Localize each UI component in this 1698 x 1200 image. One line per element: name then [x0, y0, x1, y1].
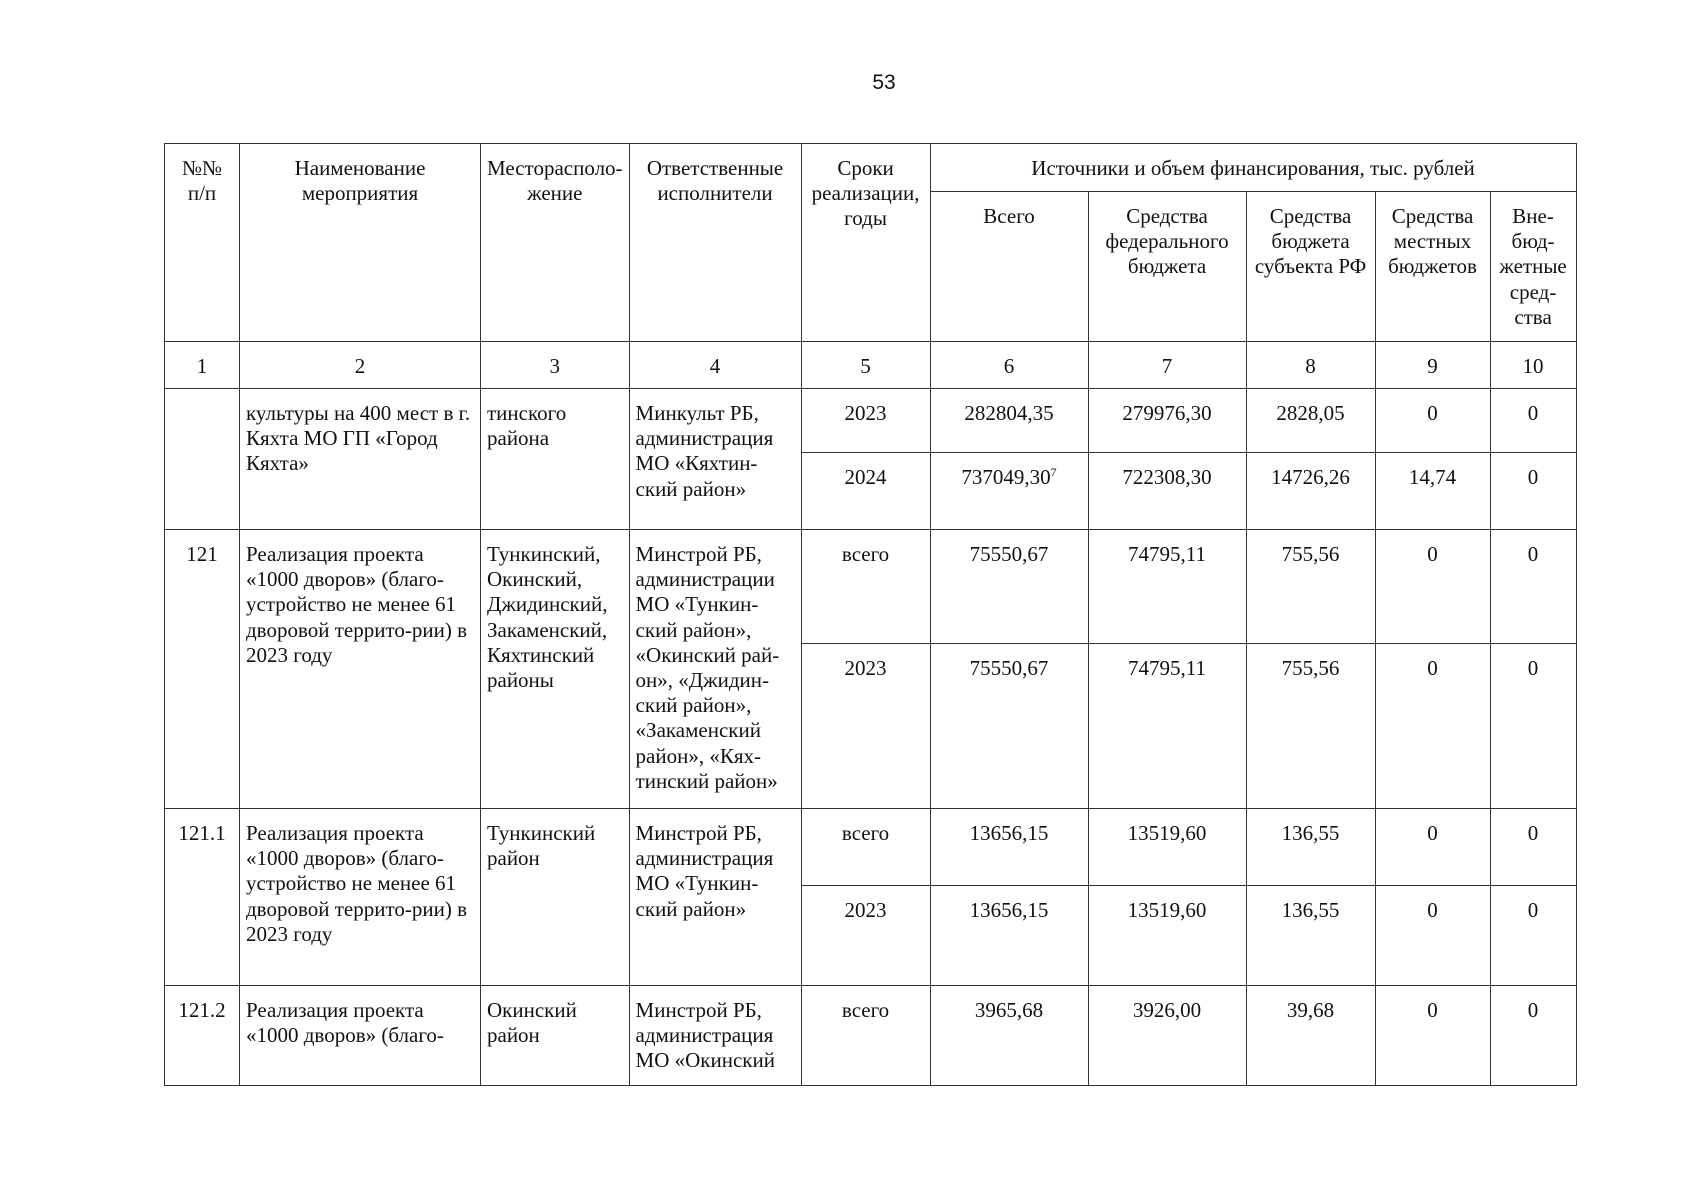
entry-total: 13656,15	[930, 886, 1088, 986]
entry-extra: 0	[1490, 886, 1576, 986]
entry-regional: 136,55	[1246, 886, 1375, 986]
column-number: 6	[930, 342, 1088, 389]
entry-federal: 3926,00	[1088, 986, 1246, 1086]
entry-location: Тункинский, Окинский, Джидинский, Закаменский, Кяхтинский районы	[481, 530, 630, 809]
table-row	[165, 809, 1577, 886]
entry-number: 121	[165, 530, 240, 809]
entry-local: 0	[1375, 986, 1490, 1086]
column-number: 3	[481, 342, 630, 389]
table-row	[165, 530, 1577, 644]
entry-name: Реализация проекта «1000 дворов» (благо-устройство не менее 61 дворовой террито-рии) в 2023 году	[240, 809, 481, 986]
value-text: 282804,35	[964, 401, 1054, 425]
header-period: Сроки реализации, годы	[801, 144, 930, 342]
column-number: 7	[1088, 342, 1246, 389]
entry-responsible: Минкульт РБ, администрация МО «Кяхтин-ский район»	[629, 389, 801, 530]
entry-location: тинского района	[481, 389, 630, 530]
entry-responsible: Минстрой РБ, администрация МО «Тункин-ский район»	[629, 809, 801, 986]
header-extra-budgetary: Вне-бюд-жетные сред-ства	[1490, 192, 1576, 342]
financing-table	[164, 143, 1577, 1086]
entry-number: 121.1	[165, 809, 240, 986]
entry-federal: 74795,11	[1088, 530, 1246, 644]
entry-period: всего	[801, 809, 930, 886]
entry-regional: 755,56	[1246, 530, 1375, 644]
value-text: 737049,30	[961, 465, 1051, 489]
table-row	[165, 389, 1577, 453]
entry-total	[930, 453, 1088, 530]
header-location: Месторасполо-жение	[481, 144, 630, 342]
column-number: 10	[1490, 342, 1576, 389]
entry-local: 0	[1375, 644, 1490, 809]
entry-period: 2023	[801, 644, 930, 809]
entry-extra: 0	[1490, 809, 1576, 886]
entry-regional: 39,68	[1246, 986, 1375, 1086]
entry-name: Реализация проекта «1000 дворов» (благо-	[240, 986, 481, 1086]
entry-location: Окинский район	[481, 986, 630, 1086]
entry-federal: 13519,60	[1088, 886, 1246, 986]
header-financing-group: Источники и объем финансирования, тыс. рублей	[930, 144, 1576, 192]
entry-extra: 0	[1490, 453, 1576, 530]
entry-name: культуры на 400 мест в г. Кяхта МО ГП «Город Кяхта»	[240, 389, 481, 530]
entry-local: 0	[1375, 530, 1490, 644]
entry-federal: 279976,30	[1088, 389, 1246, 453]
column-number: 8	[1246, 342, 1375, 389]
entry-total: 13656,15	[930, 809, 1088, 886]
entry-location: Тункинский район	[481, 809, 630, 986]
column-number: 9	[1375, 342, 1490, 389]
header-name: Наименование мероприятия	[240, 144, 481, 342]
footnote-mark: 7	[1050, 465, 1057, 479]
entry-local: 0	[1375, 886, 1490, 986]
header-local: Средства местных бюджетов	[1375, 192, 1490, 342]
entry-extra: 0	[1490, 986, 1576, 1086]
entry-local: 14,74	[1375, 453, 1490, 530]
entry-period: 2023	[801, 389, 930, 453]
header-regional: Средства бюджета субъекта РФ	[1246, 192, 1375, 342]
entry-federal: 13519,60	[1088, 809, 1246, 886]
header-total: Всего	[930, 192, 1088, 342]
entry-period: 2023	[801, 886, 930, 986]
entry-total: 75550,67	[930, 644, 1088, 809]
entry-local: 0	[1375, 389, 1490, 453]
entry-number: 121.2	[165, 986, 240, 1086]
entry-regional: 2828,05	[1246, 389, 1375, 453]
entry-extra: 0	[1490, 389, 1576, 453]
entry-total: 75550,67	[930, 530, 1088, 644]
entry-local: 0	[1375, 809, 1490, 886]
page-number: 53	[872, 71, 896, 94]
entry-number	[165, 389, 240, 530]
table-row	[165, 986, 1577, 1086]
entry-regional: 136,55	[1246, 809, 1375, 886]
column-number: 5	[801, 342, 930, 389]
entry-period: всего	[801, 986, 930, 1086]
entry-federal: 74795,11	[1088, 644, 1246, 809]
entry-responsible: Минстрой РБ, администрации МО «Тункин-ский район», «Окинский рай-он», «Джидин-ский район», «Закаменский район», «Кях-тинский район»	[629, 530, 801, 809]
entry-extra: 0	[1490, 644, 1576, 809]
column-number: 4	[629, 342, 801, 389]
column-number: 1	[165, 342, 240, 389]
entry-responsible: Минстрой РБ, администрация МО «Окинский	[629, 986, 801, 1086]
entry-federal: 722308,30	[1088, 453, 1246, 530]
header-federal: Средства федерального бюджета	[1088, 192, 1246, 342]
entry-period: 2024	[801, 453, 930, 530]
header-responsible: Ответственные исполнители	[629, 144, 801, 342]
entry-extra: 0	[1490, 530, 1576, 644]
entry-period: всего	[801, 530, 930, 644]
entry-total: 3965,68	[930, 986, 1088, 1086]
entry-regional: 755,56	[1246, 644, 1375, 809]
column-number: 2	[240, 342, 481, 389]
header-number: №№ п/п	[165, 144, 240, 342]
entry-name: Реализация проекта «1000 дворов» (благо-устройство не менее 61 дворовой террито-рии) в 2023 году	[240, 530, 481, 809]
entry-regional: 14726,26	[1246, 453, 1375, 530]
entry-total	[930, 389, 1088, 453]
